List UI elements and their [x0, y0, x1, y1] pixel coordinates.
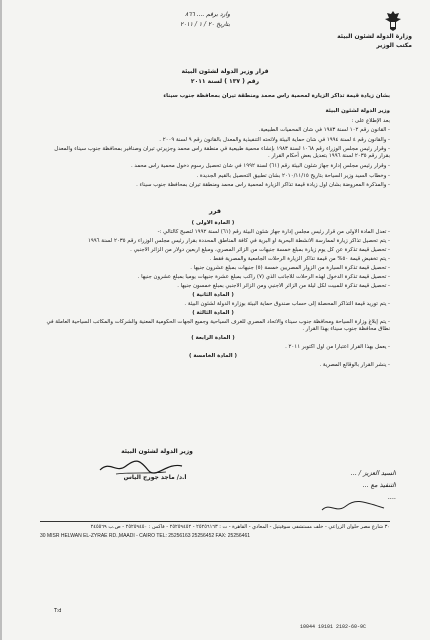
article-line: - يعمل بهذا القرار اعتباراً من أول أكتوبر ٢٠١١ .: [285, 344, 390, 350]
article-line: - يتم توريد قيمة التذاكر المحصلة إلى حساب صندوق حماية البيئة بوزارة الدولة لشئون البيئة .: [184, 301, 390, 307]
decree-subject: بشأن زيادة قيمة تذاكر الزيارة لمحمية رأس محمد ومنطقة تيران بمحافظة جنوب سيناء: [163, 93, 390, 99]
article-line: - يتم تخفيض قيمة ٥٠% من قيمة تذاكر الزيارة الرحلات الجامعية والمصرية فقط .: [209, 256, 390, 262]
article-line: - يتم تحصيل تذاكر زيارة لممارسة الأنشطة البحرية أو البرية في كافة المناطق المحددة بقرار رئيس مجلس الوزراء رقم ٢٠٣٥ لسنة ١٩٩٦: [88, 238, 390, 244]
ministry-office: مكتب الوزير: [376, 42, 412, 49]
preamble-line: - وخطاب السيد وزير السياحة بتاريخ ٢٠١٠/١١/١٥ بشأن تطبيق التحصيل بالقيم الجديدة .: [196, 172, 390, 179]
article-heading: ( المادة الأولى ): [191, 220, 235, 226]
article-line: - تعدل المادة الأولى من قرار رئيس مجلس إدارة جهاز شئون البيئة رقم (٦١) لسنة ١٩٩٢ لتصبح كالتالي :-: [157, 229, 390, 235]
signatory-name: أ.د/ ماجد جورج الياس: [123, 474, 187, 481]
preamble-line: - والقانون رقم ٤ لسنة ١٩٩٤ في شأن حماية البيئة ولائحته التنفيذية والمعدل بالقانون رقم ٩ لسنة ٢٠٠٩ .: [159, 136, 390, 143]
decree-title: قرار وزير الدولة لشئون البيئة: [181, 68, 269, 75]
margin-note-line-3: ....: [387, 494, 396, 501]
footer-address-arabic: ٣٠ شارع مصر حلوان الزراعي - خلف مستشفى سوفيتيل - المعادي - القاهرة - ت : ٢٥٢٥٦١٦٣ - ٢٥٢٥٩٤٥٢ - فاكس : ٢٥٢٥٩٤٥٠ - ص.ب ٢٤٥٥٦٩: [90, 524, 390, 530]
margin-note-line-2: التنفيذ مع ...: [362, 482, 396, 489]
margin-note-line-1: السيد العزيز / ...: [350, 470, 396, 477]
preamble-line: وزير الدولة لشئون البيئة: [325, 108, 390, 114]
article-line: - يتم إبلاغ وزارة السياحة ومحافظة جنوب سيناء والاتحاد المصري للغرف السياحية وجميع الجهات الحكومية المعنية والشركات والمكاتب السياحية العاملة في نطاق محافظة جنوب سيناء بهذا القرار .: [46, 319, 390, 332]
article-line: - تحصيل قيمة تذكرة السيارة من الزوار المصريين خمسة (٥) جنيهات بمبلغ عشرون جنيها .: [190, 265, 390, 271]
article-line: - ينشر القرار بالوقائع المصرية .: [319, 362, 390, 368]
receipt-number-stamp: وارد برقم .... ٨٦٦: [185, 11, 230, 18]
preamble-line: بعد الإطلاع على :: [351, 117, 390, 124]
article-line: - تحصيل قيمة تذكرة عن كل يوم زيارة بمبلغ خمسة جنيهات من الزائر المصري، ومبلغ أربعين دولار من الزائر الأجنبي .: [130, 247, 390, 253]
article-heading: ( المادة الرابعة ): [191, 335, 235, 341]
article-heading: ( المادة الخامسة ): [189, 353, 237, 359]
margin-signature-icon: [318, 500, 388, 516]
scan-code-right: 10044 19101 2102-60-9C: [300, 624, 367, 630]
articles-block: [36, 218, 390, 371]
ministry-name: وزارة الدولة لشئون البيئة: [337, 33, 412, 40]
article-heading: ( المادة الثالثة ): [192, 310, 234, 316]
scan-code-left: T:d: [54, 608, 62, 614]
signature-title: وزير الدولة لشئون البيئة: [121, 448, 193, 455]
decree-number: رقم ( ١٣٧ ) لسنة ٢٠١١: [190, 78, 260, 85]
decided-label: قرر: [208, 208, 222, 215]
preamble-line: - والمذكرة المعروضة بشأن أول زيادة قيمة تذاكر الزيارة لمحمية رأس محمد ومنطقة تيران بمحافظة جنوب سيناء .: [136, 182, 390, 189]
receipt-date-stamp: بتاريخ ٢٠ / ١ / ٢٠١١: [180, 21, 230, 28]
preamble-line: - وقرار رئيس مجلس الوزراء رقم ١٠٦٨ لسنة ١٩٨٣ بإنشاء محمية طبيعية في منطقة رأس محمد وجزيرتي تيران وصنافير بمحافظة جنوب سيناء والمعدل بقرار رقم ٢٠٣٥ لسنة ١٩٩٦ بتعديل بعض أحكام القرار .: [54, 146, 390, 160]
article-heading: ( المادة الثانية ): [192, 292, 234, 298]
preamble-line: - وقرار رئيس مجلس إدارة جهاز شئون البيئة رقم (٦١) لسنة ١٩٩٢ في شأن تحصيل رسوم دخول محمية رأس محمد .: [130, 162, 390, 169]
eagle-emblem-icon: [384, 10, 402, 32]
preamble-block: [46, 108, 390, 192]
footer-divider: [40, 521, 390, 522]
scan-edge: [0, 0, 2, 640]
footer-address-english: 30 MISR HELWAN EL-ZYRAE RD.,MAADI - CAIRO TEL: 25256163 25256452 FAX: 25256461: [40, 533, 251, 539]
article-line: - تحصيل قيمة تذكرة للمبيت لكل ليلة من الزائر الأجنبي ومن الزائر الأجنبي بمبلغ خمسون جنيها .: [177, 283, 390, 289]
preamble-line: - القانون رقم ١٠٢ لسنة ١٩٨٣ في شأن المحميات الطبيعية.: [258, 127, 390, 134]
article-line: - تحصيل قيمة تذكرة الدخول لهذه الرحلات للأجانب الذي (٧) راكب بمبلغ عشرة جنيهات يوميا بمبلغ عشرون جنيها .: [137, 274, 390, 280]
